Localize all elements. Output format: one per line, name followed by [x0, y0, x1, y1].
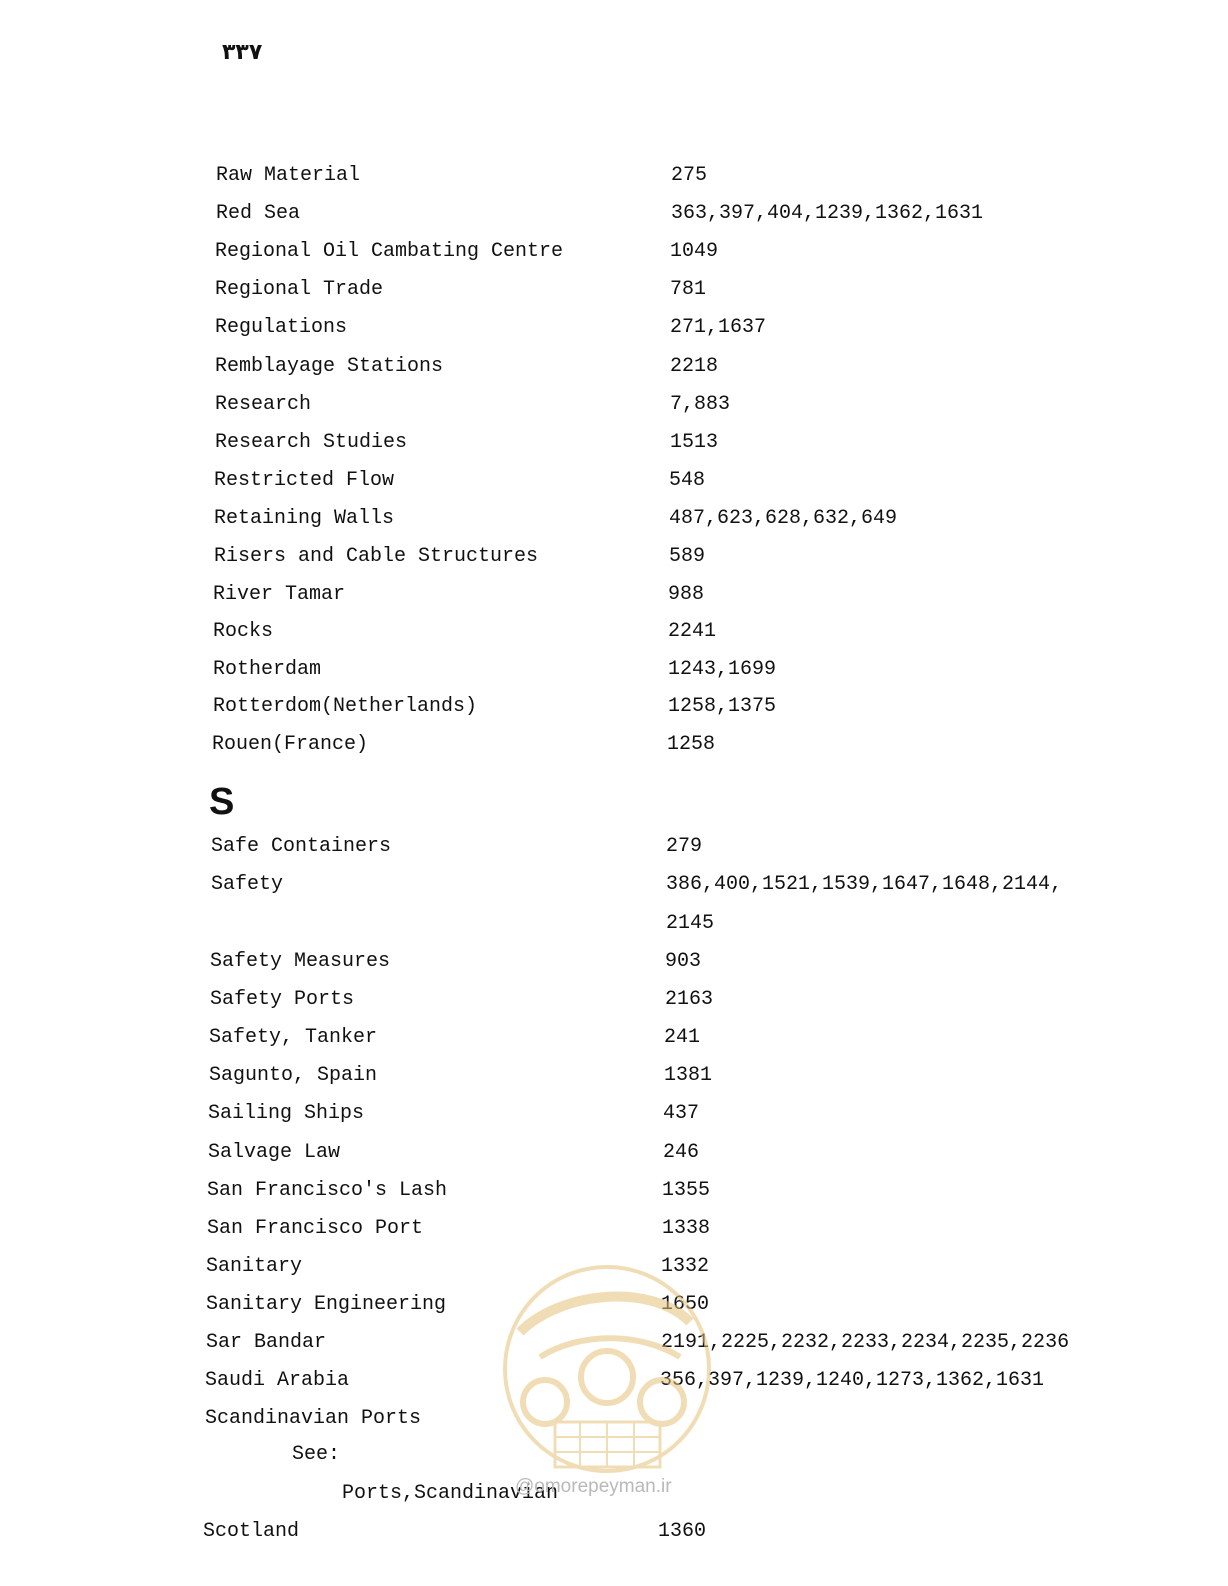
index-pages: 781	[670, 278, 707, 301]
index-term: Safe Containers	[211, 835, 392, 858]
index-term: San Francisco Port	[207, 1217, 424, 1240]
index-pages: 356,397,1239,1240,1273,1362,1631	[660, 1369, 1045, 1392]
index-term: Sailing Ships	[208, 1102, 365, 1125]
index-term: Regional Trade	[215, 278, 384, 301]
index-term: San Francisco's Lash	[207, 1179, 448, 1202]
index-pages: 241	[664, 1026, 701, 1049]
watermark-text: @omorepeyman.ir	[515, 1476, 672, 1497]
index-term: Scandinavian Ports	[205, 1407, 422, 1430]
page-number: ٣٣٧	[222, 40, 263, 65]
index-pages: 1338	[662, 1217, 711, 1240]
index-pages: 548	[669, 469, 706, 492]
index-pages: 2191,2225,2232,2233,2234,2235,2236	[661, 1331, 1070, 1354]
index-pages: 1513	[670, 431, 719, 454]
index-pages: 2145	[666, 912, 715, 935]
index-term: Saudi Arabia	[205, 1369, 350, 1392]
index-pages: 363,397,404,1239,1362,1631	[671, 202, 984, 225]
index-pages: 386,400,1521,1539,1647,1648,2144,	[666, 873, 1063, 896]
see-reference: Ports,Scandinavian	[342, 1482, 559, 1505]
index-pages: 2218	[670, 355, 719, 378]
index-term: Raw Material	[216, 164, 361, 187]
index-term: Research Studies	[215, 431, 408, 454]
index-term: Sanitary	[206, 1255, 303, 1278]
index-term: Rocks	[213, 620, 274, 643]
index-pages: 1355	[662, 1179, 711, 1202]
index-term: Retaining Walls	[214, 507, 395, 530]
index-term: Sar Bandar	[206, 1331, 327, 1354]
index-pages: 246	[663, 1141, 700, 1164]
index-pages: 271,1637	[670, 316, 767, 339]
index-pages: 2163	[665, 988, 714, 1011]
index-pages: 2241	[668, 620, 717, 643]
index-pages: 1243,1699	[668, 658, 777, 681]
index-term: Regional Oil Cambating Centre	[215, 240, 564, 263]
index-pages: 487,623,628,632,649	[669, 507, 898, 530]
see-label: See:	[292, 1443, 341, 1466]
index-term: Sagunto, Spain	[209, 1064, 378, 1087]
index-term: Restricted Flow	[214, 469, 395, 492]
index-term: Red Sea	[216, 202, 301, 225]
index-pages: 1258	[667, 733, 716, 756]
index-pages: 275	[671, 164, 708, 187]
index-term: Research	[215, 393, 312, 416]
index-pages: 1258,1375	[668, 695, 777, 718]
index-pages: 7,883	[670, 393, 731, 416]
section-letter: S	[209, 781, 235, 823]
index-term: Rotherdam	[213, 658, 322, 681]
index-pages: 437	[663, 1102, 700, 1125]
index-pages: 1360	[658, 1520, 707, 1543]
index-term: Safety, Tanker	[209, 1026, 378, 1049]
index-pages: 1049	[670, 240, 719, 263]
index-pages: 903	[665, 950, 702, 973]
index-term: Sanitary Engineering	[206, 1293, 447, 1316]
index-term: Safety Measures	[210, 950, 391, 973]
index-pages: 988	[668, 583, 705, 606]
index-pages: 589	[669, 545, 706, 568]
index-term: Regulations	[215, 316, 348, 339]
index-term: Safety	[211, 873, 284, 896]
index-term: Salvage Law	[208, 1141, 341, 1164]
index-term: Safety Ports	[210, 988, 355, 1011]
index-term: Rouen(France)	[212, 733, 369, 756]
index-term: Rotterdom(Netherlands)	[213, 695, 478, 718]
index-term: Risers and Cable Structures	[214, 545, 539, 568]
index-term: Remblayage Stations	[215, 355, 444, 378]
index-term: Scotland	[203, 1520, 300, 1543]
index-pages: 279	[666, 835, 703, 858]
index-pages: 1332	[661, 1255, 710, 1278]
index-pages: 1650	[661, 1293, 710, 1316]
index-pages: 1381	[664, 1064, 713, 1087]
index-term: River Tamar	[213, 583, 346, 606]
